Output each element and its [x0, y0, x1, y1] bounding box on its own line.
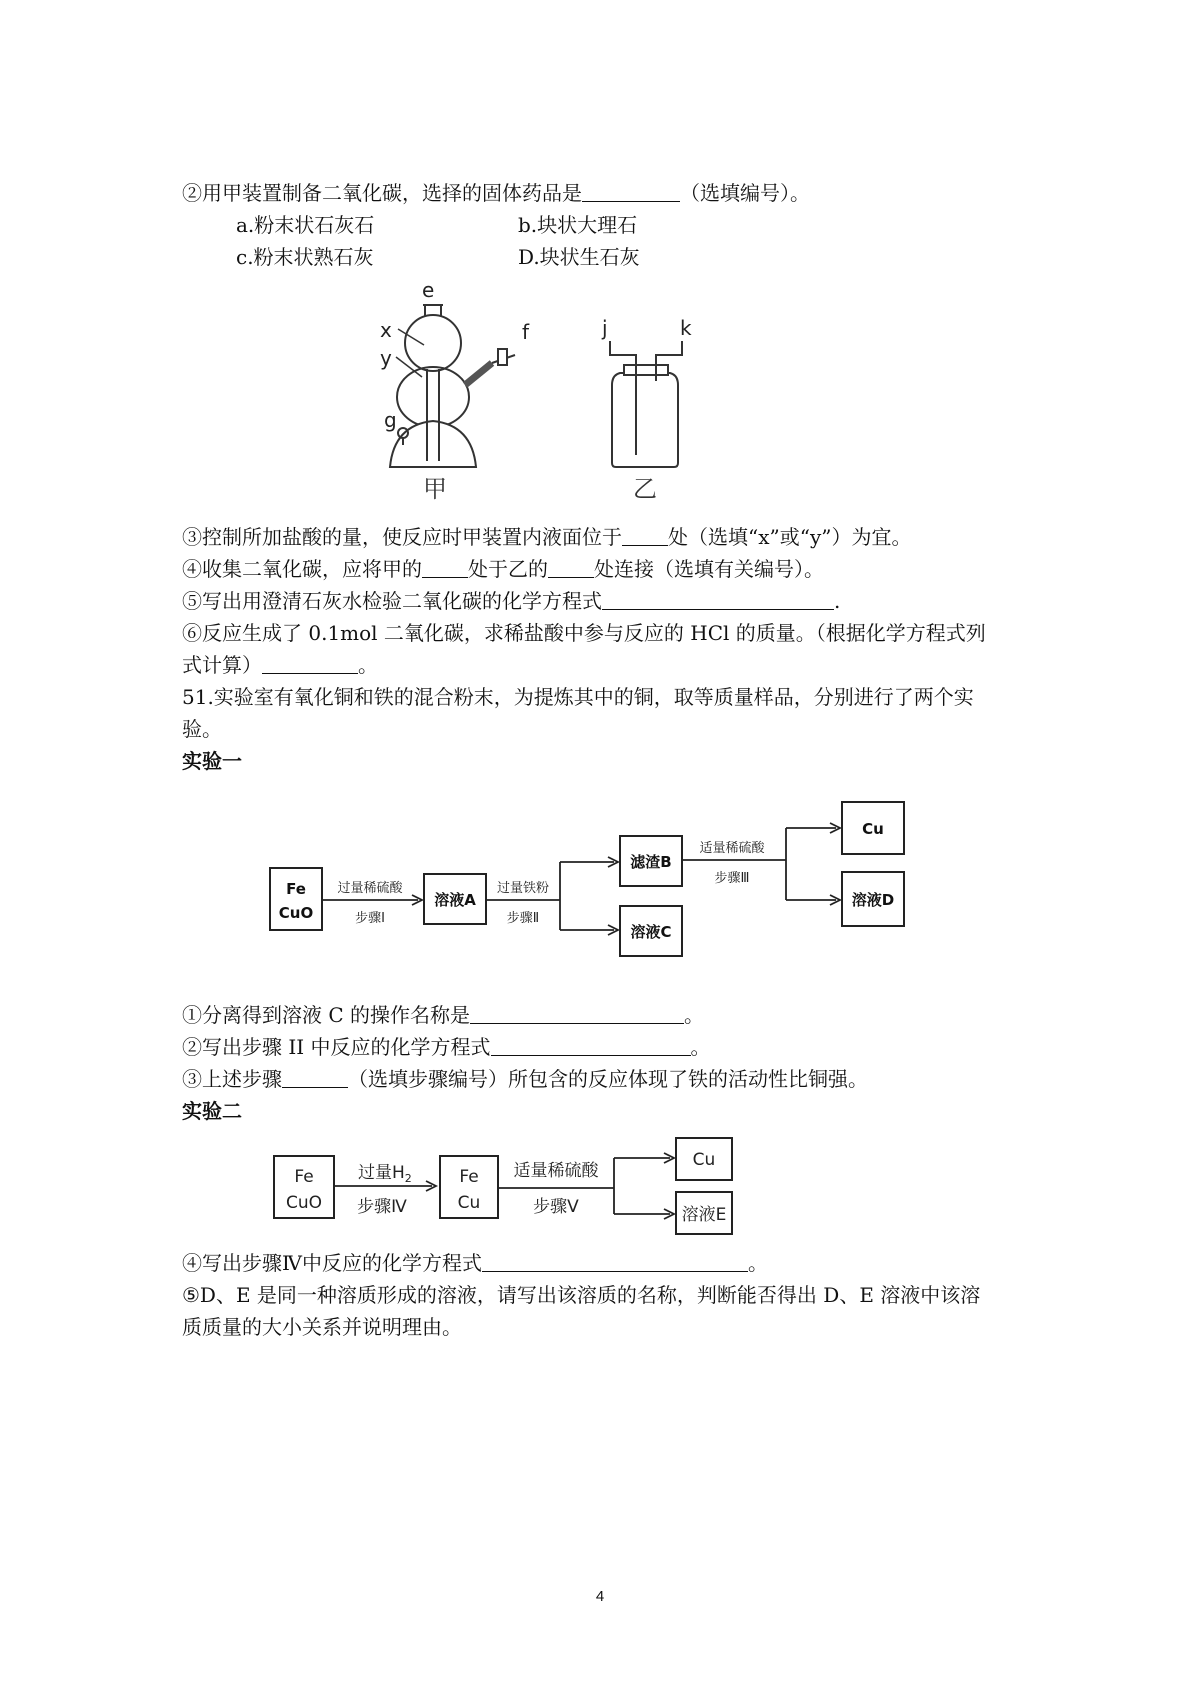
label-x: x — [380, 318, 392, 342]
exp1-q2-line — [182, 1034, 711, 1060]
exp2-solE-label: 溶液E — [681, 1205, 727, 1225]
exp1-q1-prefix: ①分离得到溶液 C 的操作名称是 — [182, 1003, 471, 1027]
label-k: k — [680, 316, 692, 340]
exp2-step4-reagent: 过量$H_2$ — [358, 1163, 412, 1185]
exp2-q4-suffix: 。 — [747, 1251, 768, 1275]
q2-option-c: c.粉末状熟石灰 — [236, 245, 374, 269]
q2-option-d: D.块状生石灰 — [518, 245, 640, 269]
label-e: e — [422, 285, 435, 302]
exp2-step4-label: 步骤Ⅳ — [357, 1197, 407, 1217]
q6-line2-suffix: 。 — [358, 653, 378, 677]
exp1-solD-label: 溶液D — [851, 891, 895, 909]
exp1-step2-label: 步骤Ⅱ — [506, 911, 540, 926]
exp1-step3-label: 步骤Ⅲ — [714, 871, 750, 886]
q6-line-2 — [182, 652, 378, 678]
exp1-solC-label: 溶液C — [630, 923, 672, 941]
q2-line — [182, 180, 810, 206]
exp2-flowchart — [272, 1136, 738, 1236]
caption-jia: 甲 — [423, 475, 447, 500]
label-g: g — [384, 408, 397, 432]
exp2-start-fe: Fe — [294, 1167, 314, 1187]
exp1-q1-answer-blank[interactable] — [470, 1003, 684, 1024]
q4-line — [182, 556, 824, 582]
label-y: y — [380, 346, 392, 370]
q2-option-b: b.块状大理石 — [518, 213, 638, 237]
exp2-mid-cu: Cu — [457, 1193, 481, 1213]
q5-answer-blank[interactable] — [602, 589, 834, 610]
exp1-q3-suffix: （选填步骤编号）所包含的反应体现了铁的活动性比铜强。 — [348, 1067, 868, 1091]
exp2-q5-line-2: 质质量的大小关系并说明理由。 — [182, 1315, 462, 1339]
exp2-start-cuo: CuO — [285, 1193, 323, 1213]
exp1-q1-suffix: 。 — [684, 1003, 705, 1027]
q5-line — [182, 588, 840, 614]
gas-wash-bottle — [610, 341, 682, 467]
exp2-cu-label: Cu — [692, 1150, 716, 1170]
exp1-q2-suffix: 。 — [690, 1035, 711, 1059]
q5-suffix: . — [834, 589, 841, 613]
q6-answer-blank[interactable] — [262, 653, 358, 674]
exp1-solA-label: 溶液A — [434, 891, 476, 909]
q5-prefix: ⑤写出用澄清石灰水检验二氧化碳的化学方程式 — [182, 589, 602, 613]
exp1-step2-reagent: 过量铁粉 — [496, 881, 550, 896]
q4-answer-blank-1[interactable] — [422, 557, 468, 578]
q2-answer-blank[interactable] — [582, 181, 680, 202]
caption-yi: 乙 — [633, 475, 657, 500]
q3-answer-blank[interactable] — [622, 525, 668, 546]
exp1-heading: 实验一 — [182, 749, 242, 773]
kipp-generator — [390, 305, 515, 467]
exp1-step1-reagent: 过量稀硫酸 — [337, 881, 403, 896]
exp1-start-fe: Fe — [286, 880, 306, 898]
exp1-q3-answer-blank[interactable] — [282, 1067, 348, 1088]
exp2-q4-answer-blank[interactable] — [482, 1251, 748, 1272]
exp2-mid-fe: Fe — [459, 1167, 479, 1187]
q3-suffix: 处（选填“x”或“y”）为宜。 — [668, 525, 912, 549]
q4-middle: 处于乙的 — [468, 557, 548, 581]
exp2-heading: 实验二 — [182, 1099, 242, 1123]
exp2-step5-label: 步骤Ⅴ — [533, 1197, 579, 1217]
exp1-q2-answer-blank[interactable] — [491, 1035, 691, 1056]
exp2-q4-line — [182, 1250, 768, 1276]
q4-prefix: ④收集二氧化碳，应将甲的 — [182, 557, 422, 581]
exp2-q4-prefix: ④写出步骤Ⅳ中反应的化学方程式 — [182, 1251, 482, 1275]
q51-line-2: 验。 — [182, 717, 222, 741]
exp1-cu-label: Cu — [862, 820, 884, 838]
apparatus-figure — [380, 285, 750, 500]
label-j: j — [602, 316, 608, 340]
q4-answer-blank-2[interactable] — [548, 557, 594, 578]
exp1-step3-reagent: 适量稀硫酸 — [699, 841, 765, 856]
label-f: f — [522, 320, 530, 344]
page-number: 4 — [595, 1588, 605, 1605]
q51-line-1: 51.实验室有氧化铜和铁的混合粉末，为提炼其中的铜，取等质量样品，分别进行了两个实 — [182, 685, 974, 709]
q6-line-1: ⑥反应生成了 0.1mol 二氧化碳，求稀盐酸中参与反应的 HCl 的质量。（根据化学方程式列 — [182, 621, 986, 645]
exp1-filterB-label: 滤渣B — [630, 853, 672, 871]
exp2-step5-reagent: 适量稀硫酸 — [513, 1161, 599, 1181]
q3-line — [182, 524, 911, 550]
exp1-flowchart — [268, 796, 910, 964]
q4-suffix: 处连接（选填有关编号）。 — [594, 557, 824, 581]
exp1-q1-line — [182, 1002, 704, 1028]
q2-prefix: ②用甲装置制备二氧化碳，选择的固体药品是 — [182, 181, 582, 205]
q2-suffix: （选填编号）。 — [680, 181, 810, 205]
exp1-start-cuo: CuO — [278, 904, 314, 922]
exp1-q3-prefix: ③上述步骤 — [182, 1067, 282, 1091]
exp1-q3-line — [182, 1066, 868, 1092]
exp1-q2-prefix: ②写出步骤 II 中反应的化学方程式 — [182, 1035, 491, 1059]
exp1-step1-label: 步骤Ⅰ — [355, 911, 385, 926]
q3-prefix: ③控制所加盐酸的量，使反应时甲装置内液面位于 — [182, 525, 622, 549]
exp2-q5-line-1: ⑤D、E 是同一种溶质形成的溶液，请写出该溶质的名称，判断能否得出 D、E 溶液中该溶 — [182, 1283, 981, 1307]
q2-option-a: a.粉末状石灰石 — [236, 213, 375, 237]
q6-line2-prefix: 式计算） — [182, 653, 262, 677]
